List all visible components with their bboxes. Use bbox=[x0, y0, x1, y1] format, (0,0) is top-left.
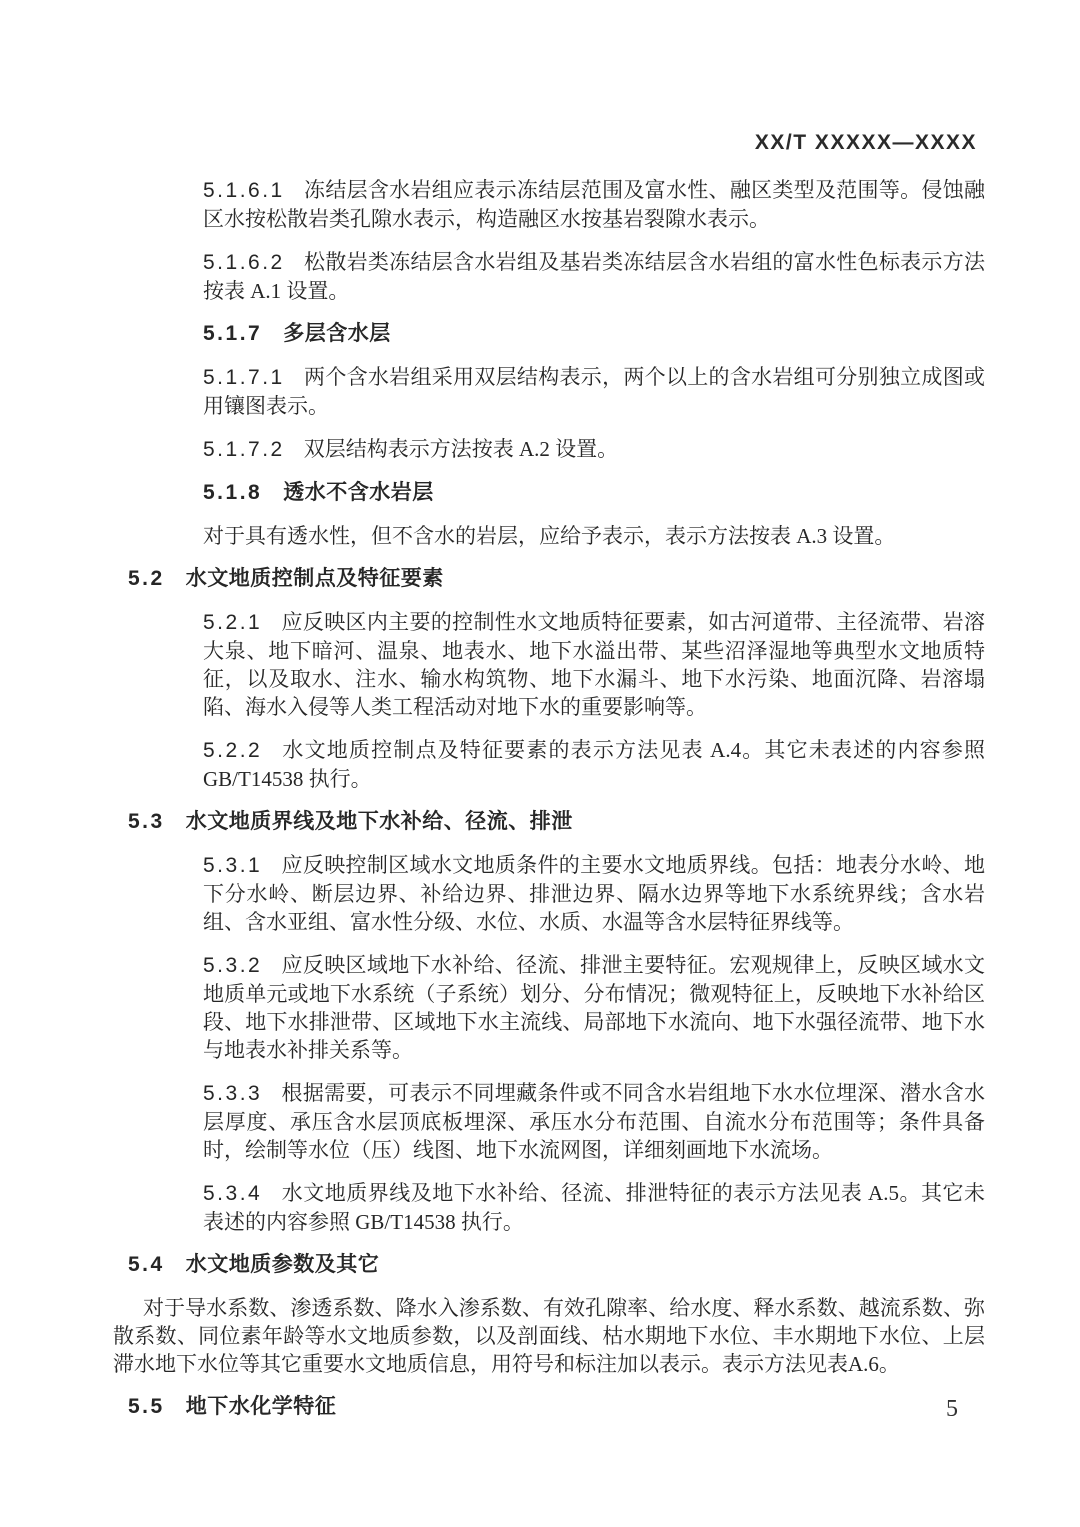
clause-5-3-2 bbox=[203, 951, 985, 1064]
clause-number: 5.1.7.2 bbox=[203, 438, 285, 461]
heading-text: 水文地质控制点及特征要素 bbox=[185, 567, 444, 590]
heading-number: 5.4 bbox=[128, 1253, 165, 1276]
paragraph-text: 对于导水系数、渗透系数、降水入渗系数、有效孔隙率、给水度、释水系数、越流系数、弥散系数、同位素年龄等水文地质参数，以及剖面线、枯水期地下水位、丰水期地下水位、上层滞水地下水位等其它重要水文地质信息，用符号和标注加以表示。表示方法见表A.6。 bbox=[113, 1296, 985, 1376]
heading-text: 地下水化学特征 bbox=[185, 1395, 337, 1418]
clause-number: 5.3.2 bbox=[203, 954, 263, 977]
clause-5-1-6-1 bbox=[203, 176, 985, 233]
page-number: 5 bbox=[946, 1396, 958, 1422]
clause-text: 松散岩类冻结层含水岩组及基岩类冻结层含水岩组的富水性色标表示方法按表 A.1 设置。 bbox=[203, 250, 985, 303]
heading-5-5 bbox=[128, 1393, 985, 1421]
clause-number: 5.3.1 bbox=[203, 854, 263, 877]
clause-number: 5.1.6.2 bbox=[203, 251, 285, 274]
clause-5-3-1 bbox=[203, 851, 985, 936]
heading-number: 5.3 bbox=[128, 810, 165, 833]
clause-text: 水文地质控制点及特征要素的表示方法见表 A.4。其它未表述的内容参照 GB/T14538 执行。 bbox=[203, 738, 985, 791]
paragraph-5-4-body bbox=[113, 1294, 985, 1378]
heading-text: 水文地质参数及其它 bbox=[185, 1253, 380, 1276]
heading-number: 5.1.8 bbox=[203, 481, 263, 504]
clause-text: 根据需要，可表示不同埋藏条件或不同含水岩组地下水水位埋深、潜水含水层厚度、承压含水层顶底板埋深、承压水分布范围、自流水分布范围等；条件具备时，绘制等水位（压）线图、地下水流网图，详细刻画地下水流场。 bbox=[203, 1081, 985, 1162]
clause-text: 双层结构表示方法按表 A.2 设置。 bbox=[303, 437, 619, 461]
clause-number: 5.3.3 bbox=[203, 1082, 263, 1105]
clause-text: 水文地质界线及地下水补给、径流、排泄特征的表示方法见表 A.5。其它未表述的内容参照 GB/T14538 执行。 bbox=[203, 1181, 985, 1234]
heading-number: 5.2 bbox=[128, 567, 165, 590]
clause-text: 冻结层含水岩组应表示冻结层范围及富水性、融区类型及范围等。侵蚀融区水按松散岩类孔隙水表示，构造融区水按基岩裂隙水表示。 bbox=[203, 178, 985, 231]
heading-number: 5.1.7 bbox=[203, 322, 263, 345]
clause-5-3-3 bbox=[203, 1079, 985, 1164]
clause-5-2-1 bbox=[203, 608, 985, 721]
clause-5-1-6-2 bbox=[203, 248, 985, 305]
heading-5-3 bbox=[128, 808, 985, 836]
clause-5-1-7-1 bbox=[203, 363, 985, 420]
heading-5-1-7 bbox=[203, 320, 985, 348]
clause-number: 5.2.1 bbox=[203, 611, 263, 634]
clause-5-1-7-2 bbox=[203, 435, 985, 464]
heading-5-4 bbox=[128, 1251, 985, 1279]
clause-text: 两个含水岩组采用双层结构表示，两个以上的含水岩组可分别独立成图或用镶图表示。 bbox=[203, 365, 985, 418]
heading-5-1-8 bbox=[203, 479, 985, 507]
heading-5-2 bbox=[128, 565, 985, 593]
clause-number: 5.2.2 bbox=[203, 739, 263, 762]
paragraph-5-1-8-body bbox=[203, 522, 985, 550]
heading-text: 多层含水层 bbox=[283, 322, 391, 345]
standard-code-header: XX/T XXXXX—XXXX bbox=[754, 131, 977, 154]
clause-text: 应反映区域地下水补给、径流、排泄主要特征。宏观规律上，反映区域水文地质单元或地下水系统（子系统）划分、分布情况；微观特征上，反映地下水补给区段、地下水排泄带、区域地下水主流线、局部地下水流向、地下水强径流带、地下水与地表水补排关系等。 bbox=[203, 953, 985, 1062]
heading-text: 水文地质界线及地下水补给、径流、排泄 bbox=[185, 810, 573, 833]
clause-number: 5.1.6.1 bbox=[203, 179, 285, 202]
heading-text: 透水不含水岩层 bbox=[283, 481, 434, 504]
clause-number: 5.3.4 bbox=[203, 1182, 263, 1205]
clause-5-3-4 bbox=[203, 1179, 985, 1236]
clause-5-2-2 bbox=[203, 736, 985, 793]
clause-number: 5.1.7.1 bbox=[203, 366, 285, 389]
clause-text: 应反映区内主要的控制性水文地质特征要素，如古河道带、主径流带、岩溶大泉、地下暗河、温泉、地表水、地下水溢出带、某些沼泽湿地等典型水文地质特征，以及取水、注水、输水构筑物、地下水漏斗、地下水污染、地面沉降、岩溶塌陷、海水入侵等人类工程活动对地下水的重要影响等。 bbox=[203, 610, 985, 719]
heading-number: 5.5 bbox=[128, 1395, 165, 1418]
paragraph-text: 对于具有透水性，但不含水的岩层，应给予表示，表示方法按表 A.3 设置。 bbox=[203, 524, 896, 548]
page-content bbox=[113, 176, 985, 1436]
clause-text: 应反映控制区域水文地质条件的主要水文地质界线。包括：地表分水岭、地下分水岭、断层边界、补给边界、排泄边界、隔水边界等地下水系统界线；含水岩组、含水亚组、富水性分级、水位、水质、水温等含水层特征界线等。 bbox=[203, 853, 985, 934]
